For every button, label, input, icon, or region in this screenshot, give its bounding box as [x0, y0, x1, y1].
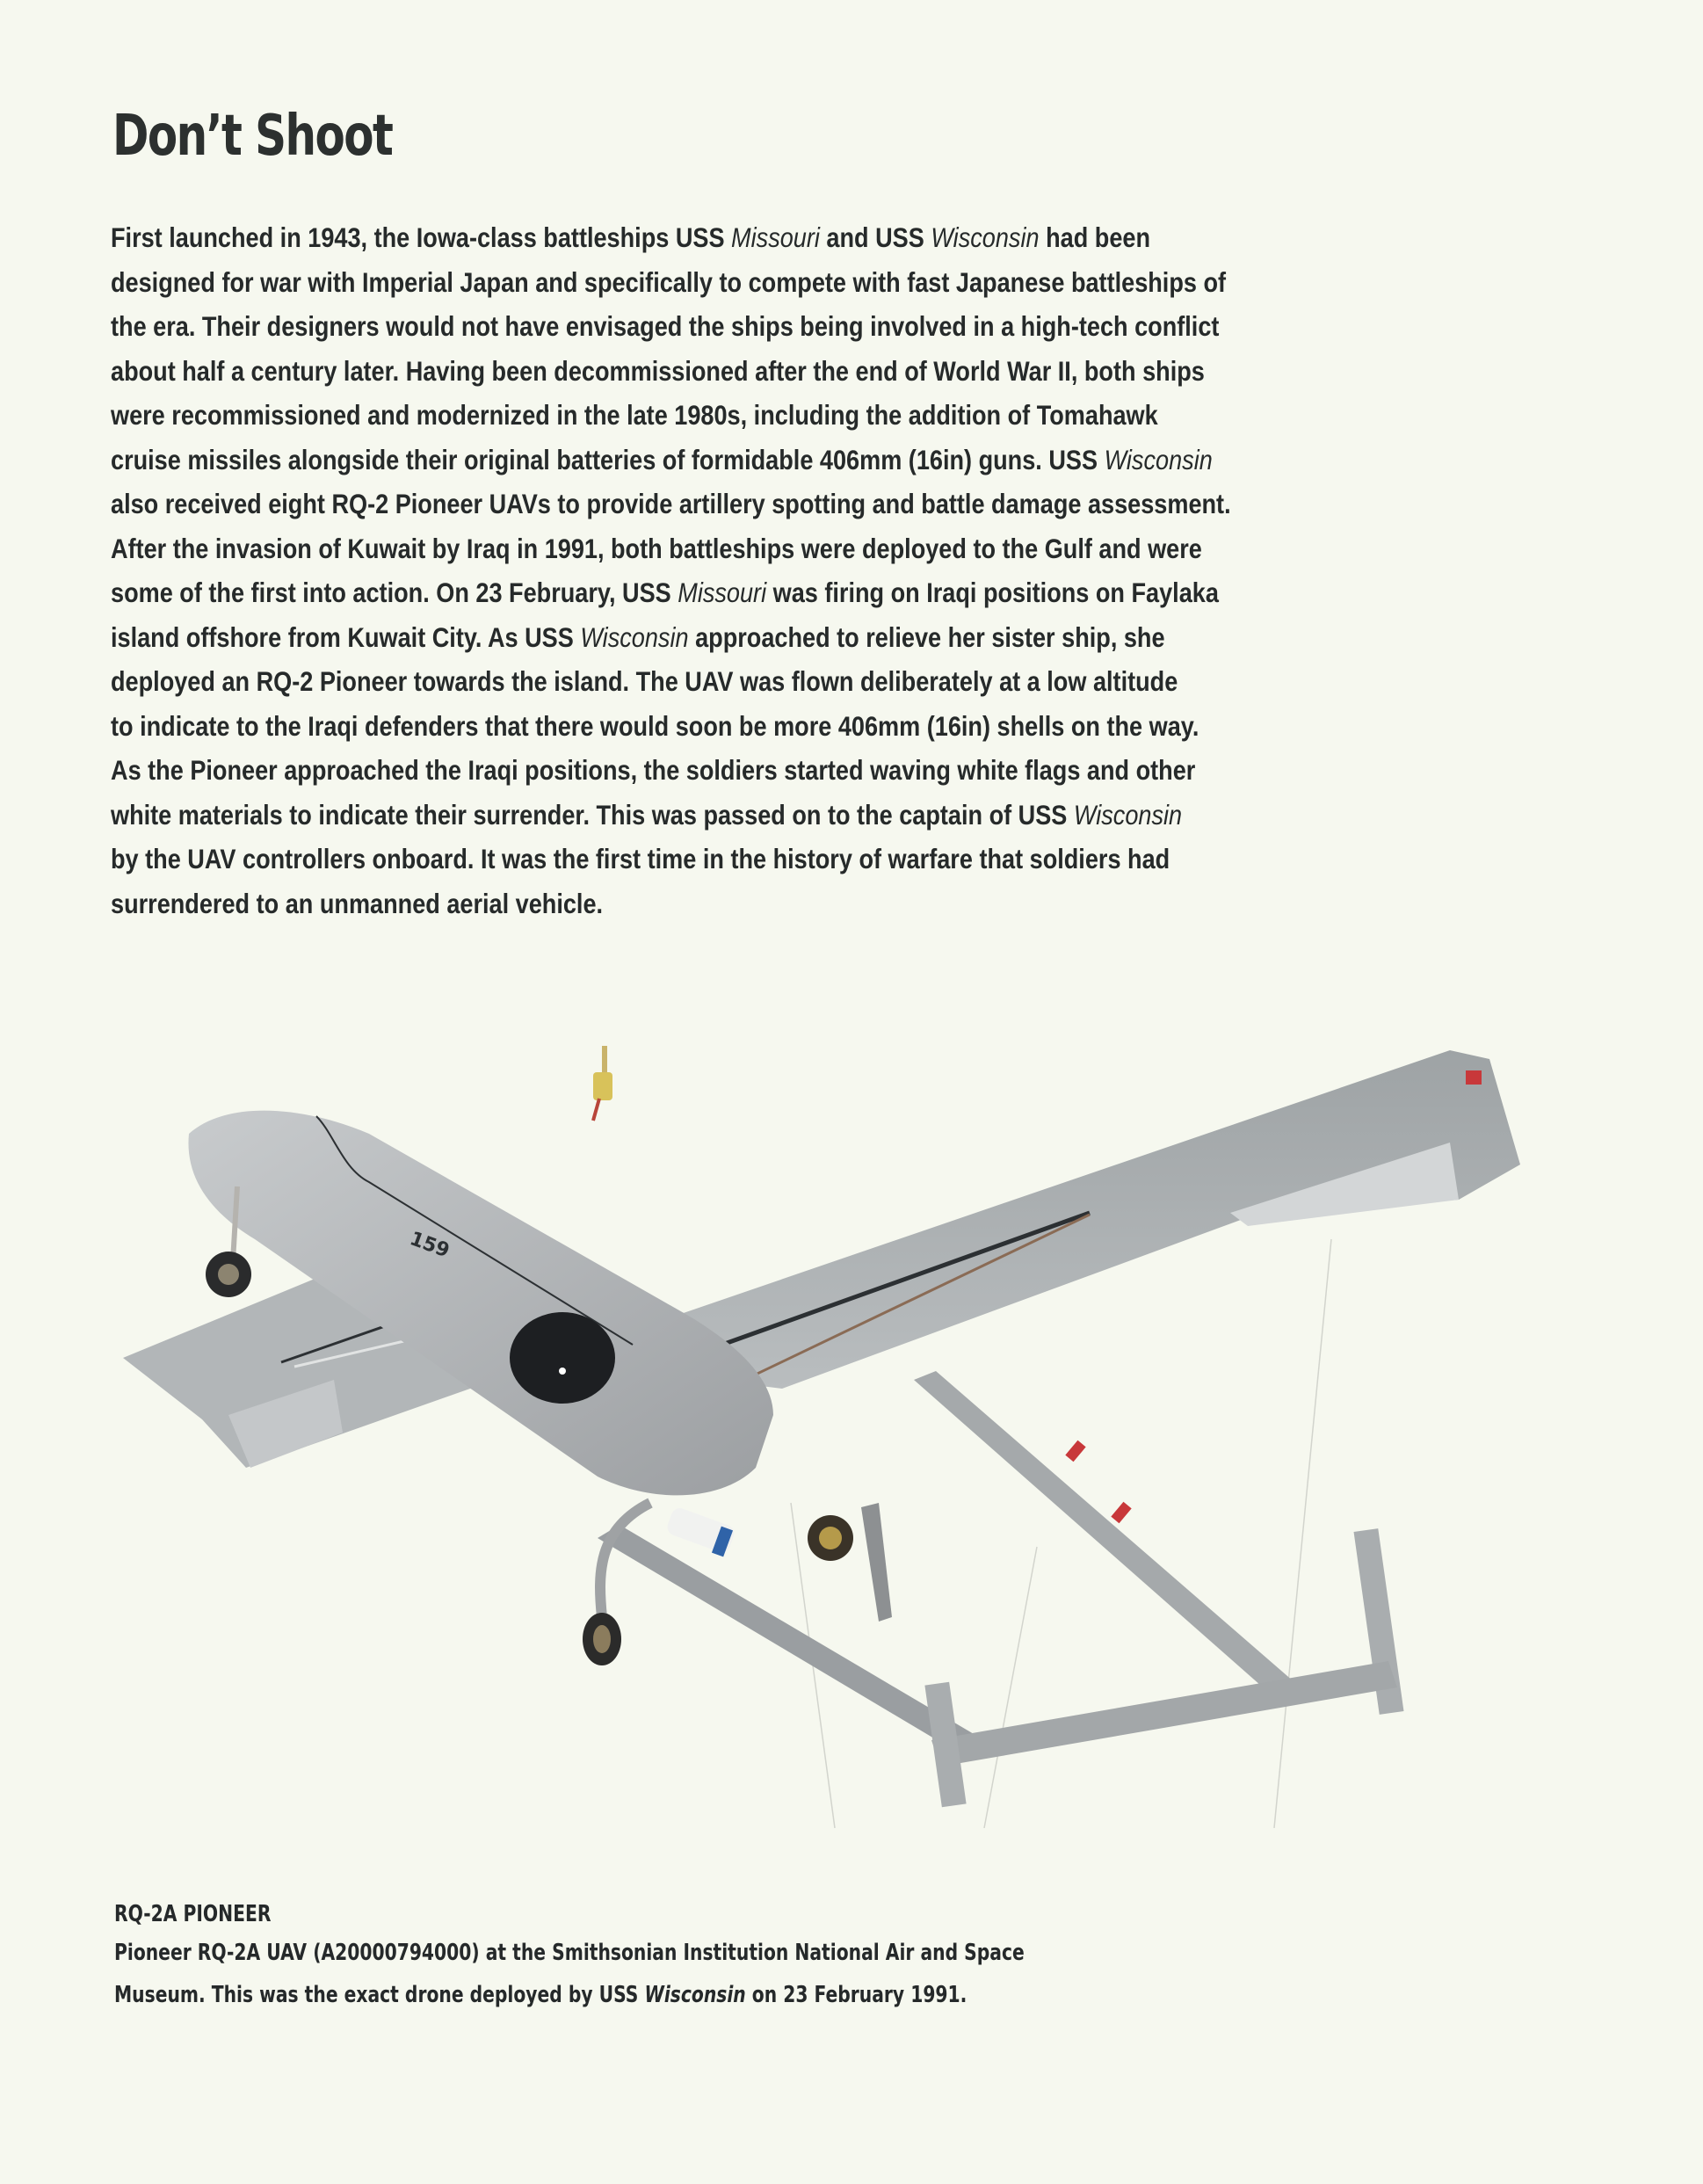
- drone-photo: [105, 1011, 1599, 1828]
- body-line: to indicate to the Iraqi defenders that there would soon be more 406mm (16in) shells on the way.: [111, 709, 1199, 742]
- body-line: were recommissioned and modernized in the late 1980s, including the addition of Tomahawk: [111, 399, 1158, 431]
- right-wing-icon: [668, 1050, 1520, 1389]
- svg-text:159: 159: [406, 1228, 453, 1263]
- body-line: by the UAV controllers onboard. It was the first time in the history of warfare that soldiers had: [111, 843, 1170, 874]
- body-line: surrendered to an unmanned aerial vehicle.: [111, 887, 604, 919]
- caption-line: Museum. This was the exact drone deployed by USS Wisconsin on 23 February 1991.: [114, 1982, 967, 2008]
- photo-caption: [114, 1897, 1025, 2016]
- body-line: about half a century later. Having been decommissioned after the end of World War II, both ships: [111, 354, 1205, 387]
- body-line: some of the first into action. On 23 February, USS Missouri was firing on Iraqi positions on Faylaka: [111, 577, 1219, 608]
- body-line: After the invasion of Kuwait by Iraq in 1991, both battleships were deployed to the Gulf and were: [111, 532, 1202, 564]
- body-line: island offshore from Kuwait City. As USS Wisconsin approached to relieve her sister ship, she: [111, 620, 1165, 653]
- caption-title: RQ-2A PIONEER: [114, 1901, 272, 1927]
- body-line: white materials to indicate their surrender. This was passed on to the captain of USS Wisconsin: [111, 798, 1183, 831]
- body-line: As the Pioneer approached the Iraqi positions, the soldiers started waving white flags and other: [111, 754, 1196, 786]
- body-line: also received eight RQ-2 Pioneer UAVs to provide artillery spotting and battle damage assessment.: [111, 488, 1231, 519]
- body-paragraph: [111, 215, 1320, 925]
- body-line: deployed an RQ-2 Pioneer towards the island. The UAV was flown deliberately at a low altitude: [111, 665, 1178, 697]
- propeller-icon: [861, 1503, 892, 1622]
- body-line: the era. Their designers would not have envisaged the ships being involved in a high-tech conflict: [111, 310, 1220, 342]
- camera-turret-icon: [510, 1312, 615, 1404]
- body-line: First launched in 1943, the Iowa-class battleships USS Missouri and USS Wisconsin had been: [111, 221, 1151, 253]
- body-line: cruise missiles alongside their original batteries of formidable 406mm (16in) guns. USS Wisconsin: [111, 443, 1213, 475]
- body-line: designed for war with Imperial Japan and specifically to compete with fast Japanese battleships of: [111, 265, 1227, 298]
- page-title: Don’t Shoot: [112, 104, 393, 169]
- caption-line: Pioneer RQ-2A UAV (A20000794000) at the Smithsonian Institution National Air and Space: [114, 1940, 1025, 1966]
